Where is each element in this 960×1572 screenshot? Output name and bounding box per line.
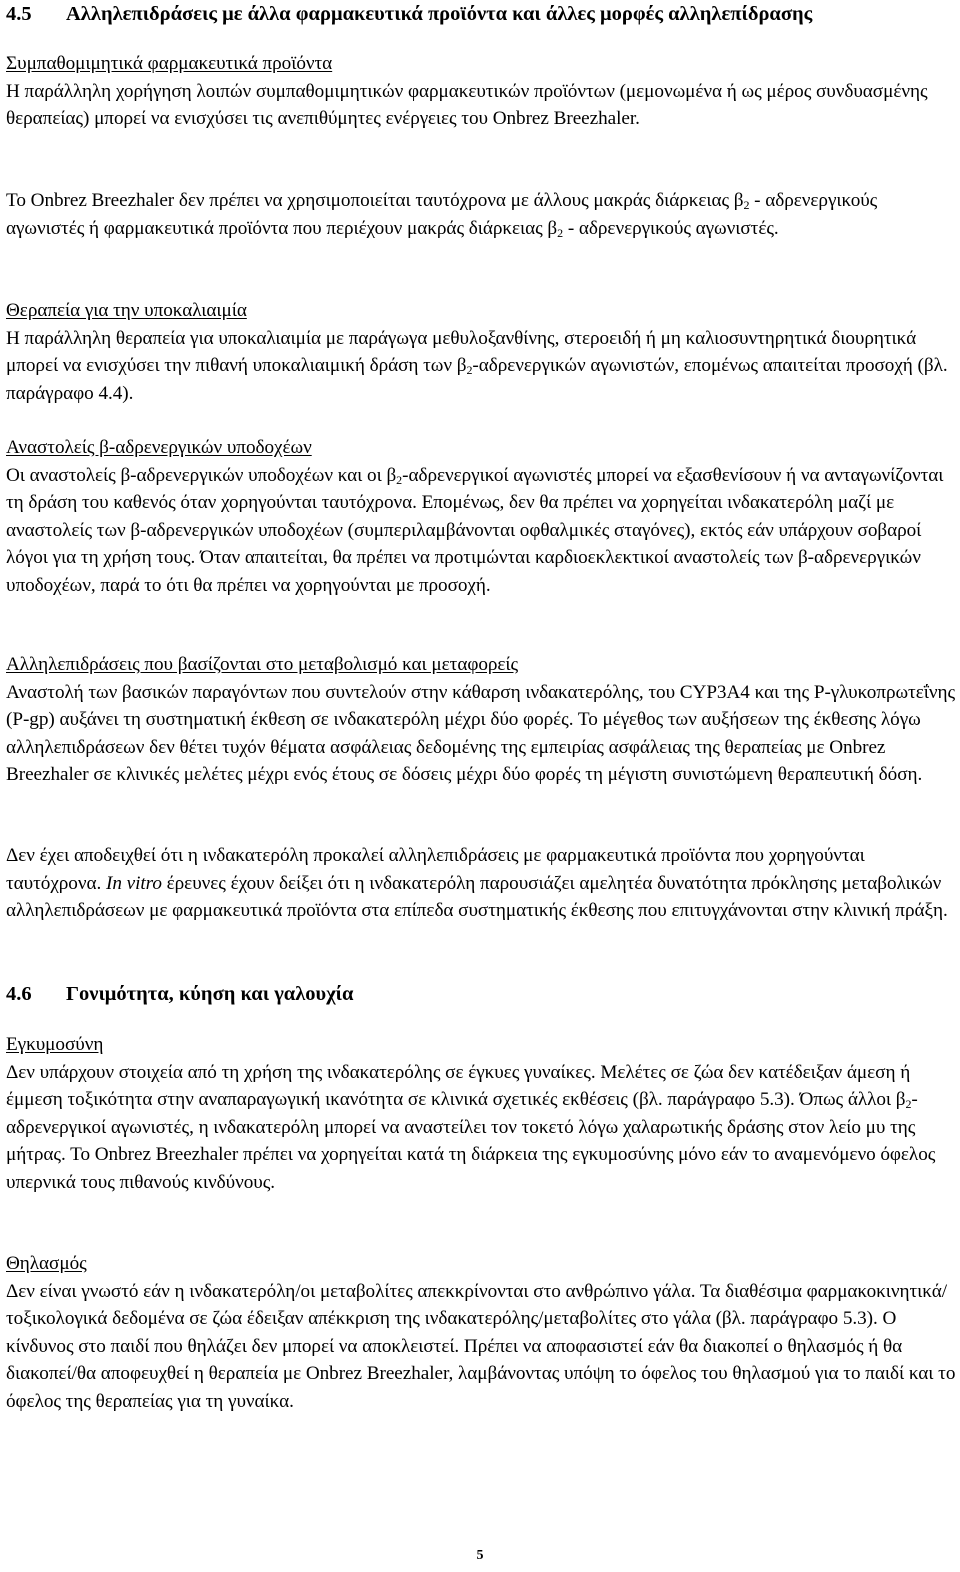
hypokalaemia-block bbox=[6, 297, 956, 407]
breastfeeding-block bbox=[6, 1250, 956, 1415]
beta-blockers-paragraph: Οι αναστολείς β-αδρενεργικών υποδοχέων και οι $\beta_2$-αδρενεργικοί αγωνιστές μπορεί να εξασθενίσουν ή να ανταγωνίζονται τη δράση του καθενός όταν χορηγούνται ταυτόχρονα. Επομένως, δεν θα πρέπει να χορηγείται ινδακατερόλη μαζί με αναστολείς των β-αδρενεργικών υποδοχέων (συμπεριλαμβάνονται οφθαλμικές σταγόνες), εκτός εάν υπάρχουν σοβαροί λόγοι για τη χρήση τους. Όταν απαιτείται, θα πρέπει να προτιμώνται καρδιοεκλεκτικοί αναστολείς των β-αδρενεργικών υποδοχέων, παρά το ότι θα πρέπει να χορηγούνται με προσοχή. bbox=[6, 464, 944, 596]
section-4-6-title bbox=[6, 981, 353, 1007]
breastfeeding-heading: Θηλασμός bbox=[6, 1253, 87, 1274]
sympathomimetic-paragraph-2: Το Onbrez Breezhaler δεν πρέπει να χρησιμοποιείται ταυτόχρονα με άλλους μακράς διάρκειας $\beta_2$ - αδρενεργικούς αγωνιστές ή φαρμακευτικά προϊόντα που περιέχουν μακράς διάρκειας $\beta_2$ - αδρενεργικούς αγωνιστές. bbox=[6, 190, 878, 240]
metabolism-block bbox=[6, 651, 956, 789]
sympathomimetic-block bbox=[6, 50, 956, 133]
section-number: 4.6 bbox=[6, 983, 32, 1005]
sympathomimetic-paragraph-1: Η παράλληλη χορήγηση λοιπών συμπαθομιμητικών φαρμακευτικών προϊόντων (μεμονωμένα ή ως μέρος συνδυασμένης θεραπείας) μπορεί να ενισχύσει τις ανεπιθύμητες ενέργειες του Onbrez Breezhaler. bbox=[6, 80, 928, 129]
beta-blockers-block bbox=[6, 434, 956, 599]
section-title: Αλληλεπιδράσεις με άλλα φαρμακευτικά προϊόντα και άλλες μορφές αλληλεπίδρασης bbox=[66, 3, 813, 25]
sympathomimetic-heading: Συμπαθομιμητικά φαρμακευτικά προϊόντα bbox=[6, 53, 333, 74]
pregnancy-paragraph: Δεν υπάρχουν στοιχεία από τη χρήση της ινδακατερόλης σε έγκυες γυναίκες. Μελέτες σε ζώα δεν κατέδειξαν άμεση ή έμμεση τοξικότητα στην αναπαραγωγική ικανότητα σε κλινικά σχετικές εκθέσεις (βλ. παράγραφο 5.3). Όπως άλλοι $\beta_2$-αδρενεργικοί αγωνιστές, η ινδακατερόλη μπορεί να αναστείλει τον τοκετό λόγω χαλαρωτικής δράσης στον λείο μυ της μήτρας. Το Onbrez Breezhaler πρέπει να χορηγείται κατά τη διάρκεια της εγκυμοσύνης μόνο εάν το αναμενόμενο όφελος υπερνικά τους πιθανούς κινδύνους. bbox=[6, 1061, 936, 1193]
breastfeeding-paragraph: Δεν είναι γνωστό εάν η ινδακατερόλη/οι μεταβολίτες απεκκρίνονται στο ανθρώπινο γάλα. Τα διαθέσιμα φαρμακοκινητικά/τοξικολογικά δεδομένα σε ζώα έδειξαν απέκκριση της ινδακατερόλης/μεταβολίτες στο γάλα (βλ. παράγραφο 5.3). Ο κίνδυνος στο παιδί που θηλάζει δεν μπορεί να αποκλειστεί. Πρέπει να αποφασιστεί εάν θα διακοπεί ο θηλασμός ή θα διακοπεί/θα αποφευχθεί η θεραπεία με Onbrez Breezhaler, λαμβάνοντας υπόψη το όφελος του θηλασμού για το παιδί και το όφελος της θεραπείας για τη γυναίκα. bbox=[6, 1280, 956, 1412]
page-number: 5 bbox=[476, 1548, 484, 1563]
metabolism-heading: Αλληλεπιδράσεις που βασίζονται στο μεταβολισμό και μεταφορείς bbox=[6, 654, 519, 675]
hypokalaemia-paragraph: Η παράλληλη θεραπεία για υποκαλιαιμία με παράγωγα μεθυλοξανθίνης, στεροειδή ή μη καλιοσυντηρητικά διουρητικά μπορεί να ενισχύσει την πιθανή υποκαλιαιμική δράση των $\beta_2$-αδρενεργικών αγωνιστών, επομένως απαιτείται προσοχή (βλ. παράγραφο 4.4). bbox=[6, 327, 948, 404]
pregnancy-heading: Εγκυμοσύνη bbox=[6, 1034, 104, 1055]
hypokalaemia-heading: Θεραπεία για την υποκαλιαιμία bbox=[6, 300, 247, 321]
section-title: Γονιμότητα, κύηση και γαλουχία bbox=[66, 983, 354, 1005]
metabolism-paragraph-1: Αναστολή των βασικών παραγόντων που συντελούν στην κάθαρση ινδακατερόλης, του CYP3A4 και της P-γλυκοπρωτεΐνης (P-gp) αυξάνει τη συστηματική έκθεση σε ινδακατερόλη μέχρι δύο φορές. Το μέγεθος των αυξήσεων της έκθεσης λόγω αλληλεπιδράσεων δεν θέτει τυχόν θέματα ασφάλειας δεδομένης της εμπειρίας ασφάλειας της θεραπείας με Onbrez Breezhaler σε κλινικές μελέτες μέχρι ενός έτους σε δόσεις μέχρι δύο φορές τη μέγιστη συνιστώμενη θεραπευτική δόση. bbox=[6, 681, 955, 785]
metabolism-paragraph-2: Δεν έχει αποδειχθεί ότι η ινδακατερόλη προκαλεί αλληλεπιδράσεις με φαρμακευτικά προϊόντα που χορηγούνται ταυτόχρονα. In vitro έρευνες έχουν δείξει ότι η ινδακατερόλη παρουσιάζει αμελητέα δυνατότητα πρόκλησης μεταβολικών αλληλεπιδράσεων με φαρμακευτικά προϊόντα στα επίπεδα συστηματικής έκθεσης που επιτυγχάνονται στην κλινική πράξη. bbox=[6, 845, 948, 921]
section-number: 4.5 bbox=[6, 3, 32, 25]
beta-blockers-heading: Αναστολείς β-αδρενεργικών υποδοχέων bbox=[6, 437, 312, 458]
section-4-5-title bbox=[6, 1, 812, 27]
pregnancy-block bbox=[6, 1031, 956, 1196]
